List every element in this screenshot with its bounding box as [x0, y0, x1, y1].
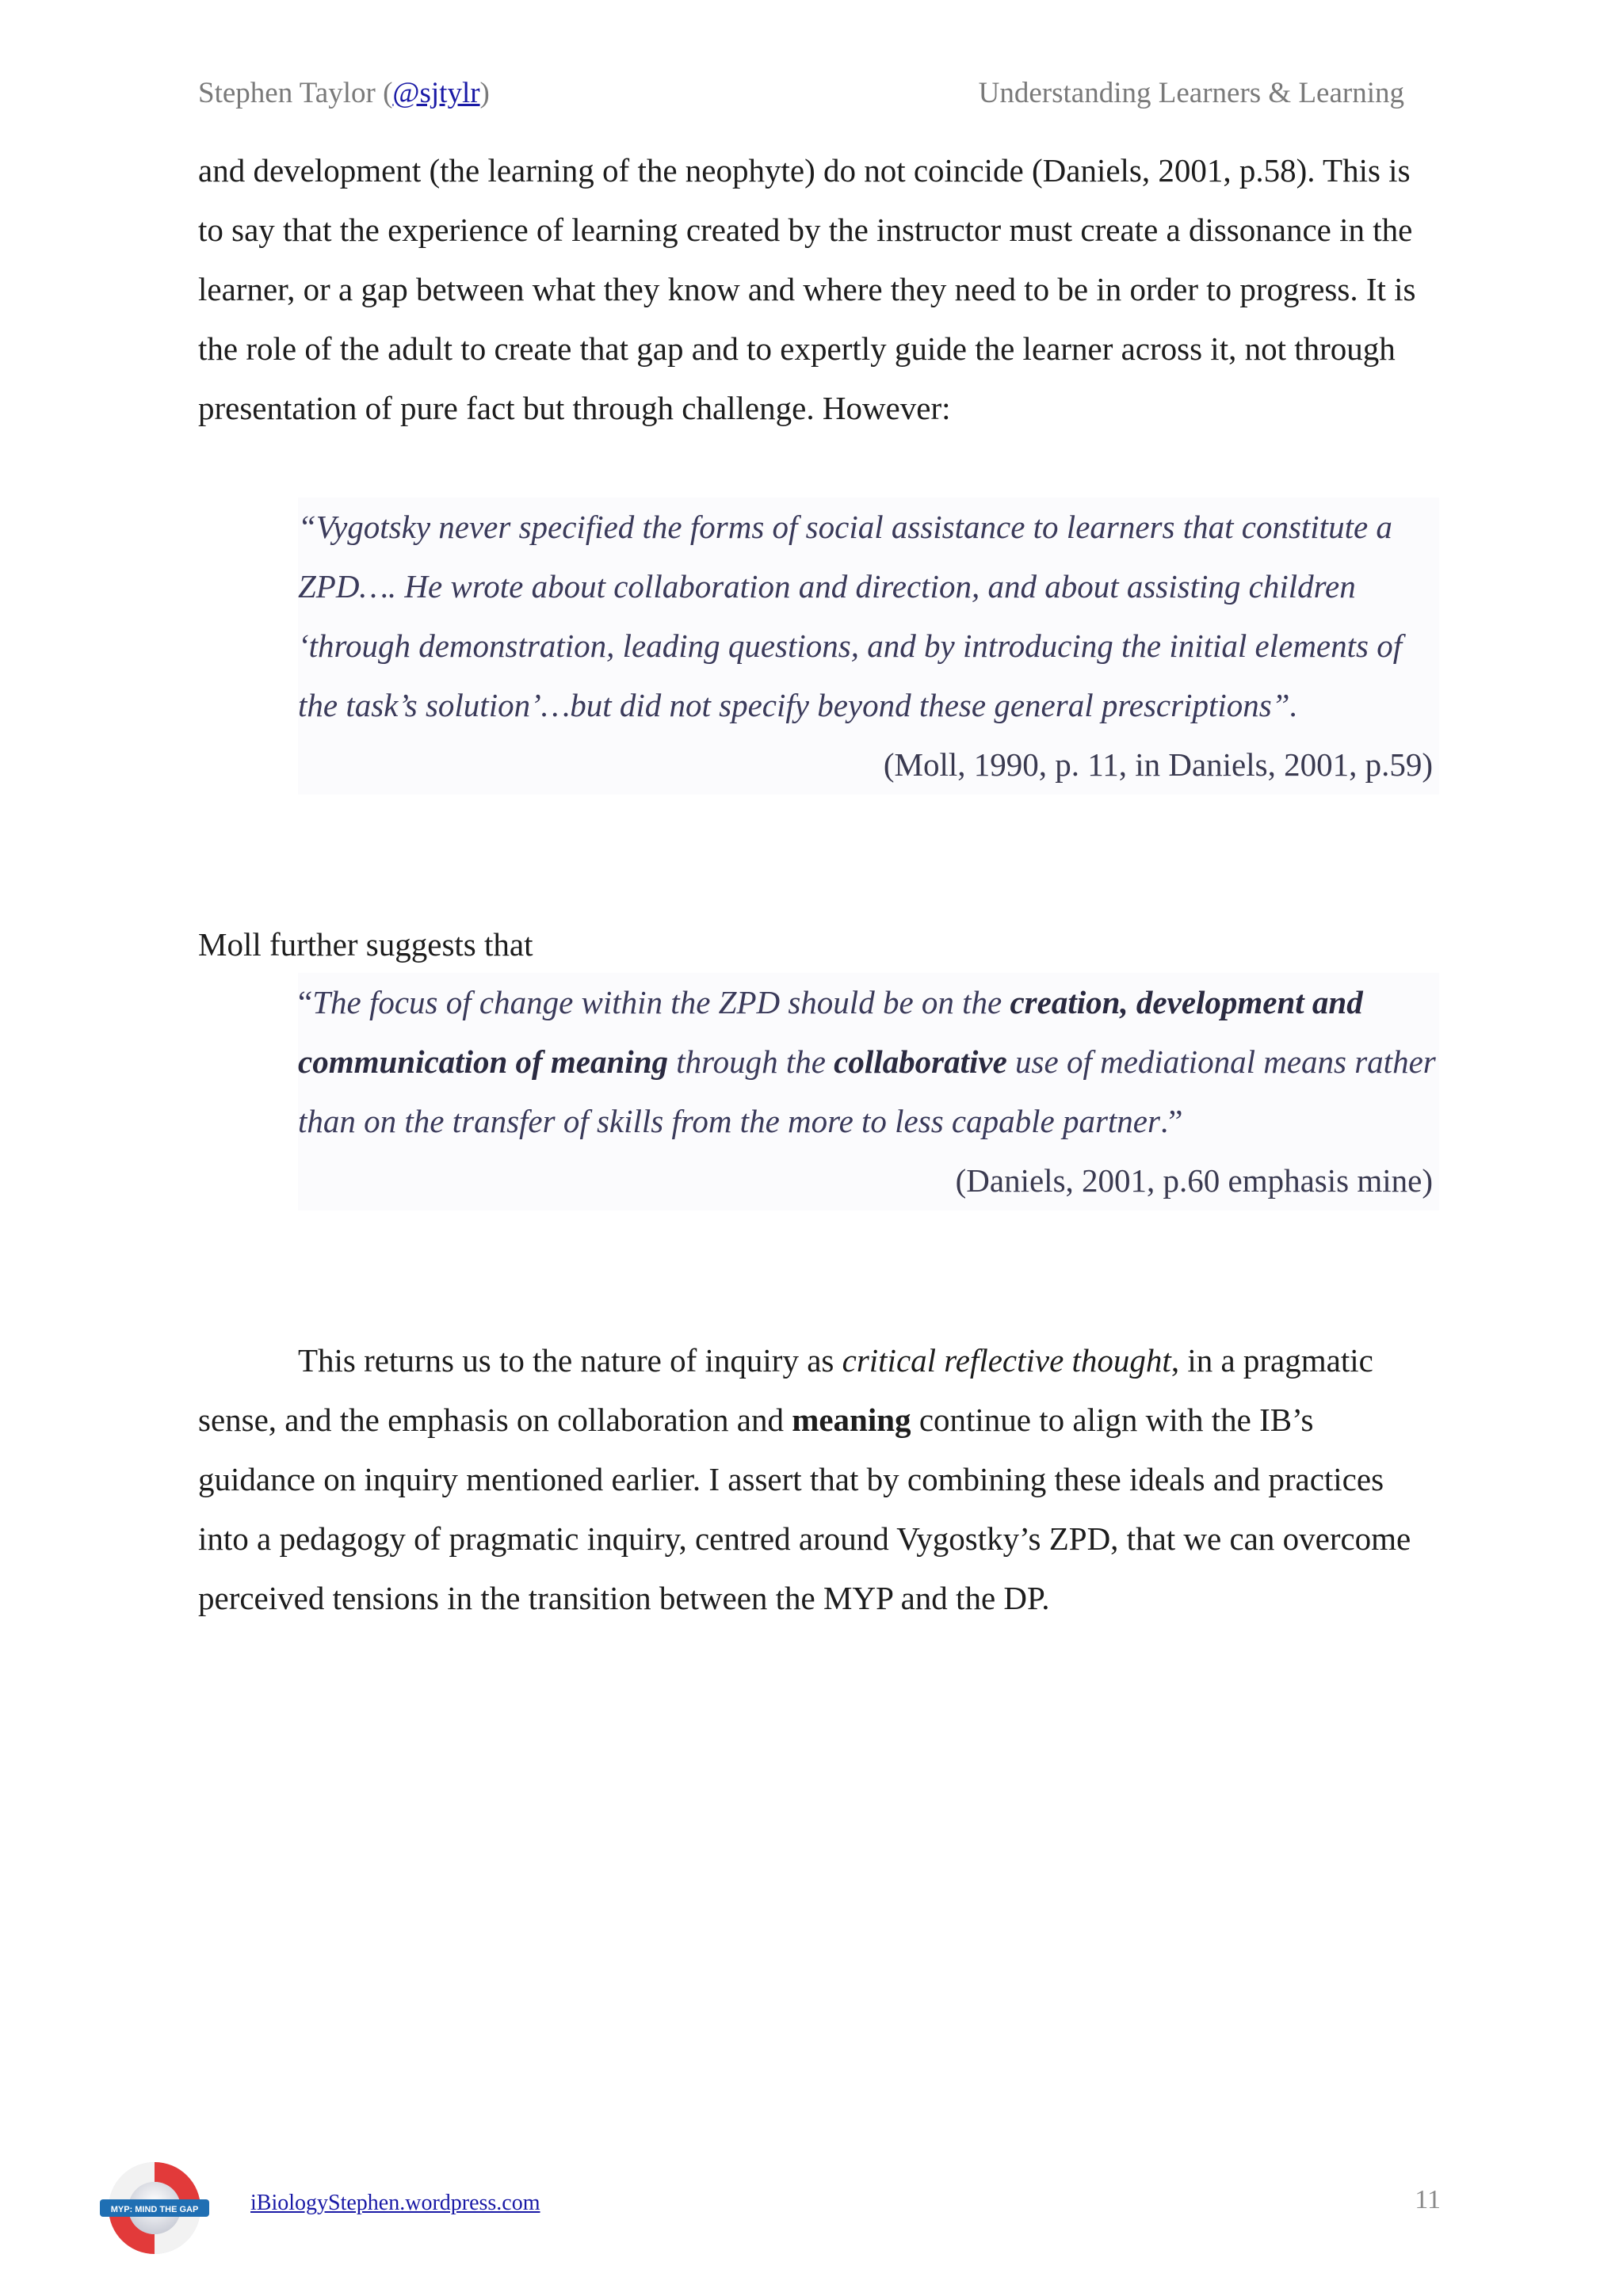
- paragraph-3: [198, 1331, 1419, 1628]
- twitter-handle-link[interactable]: @sjtylr: [392, 77, 480, 109]
- blog-link[interactable]: iBiologyStephen.wordpress.com: [250, 2191, 540, 2215]
- author-prefix: Stephen Taylor (: [198, 77, 393, 109]
- para-3-part1: This returns us to the nature of inquiry as: [298, 1342, 842, 1379]
- para-3-part2: , in a pragmatic sense, and the emphasis on collaboration and: [198, 1342, 1373, 1438]
- quote-1-citation: (Moll, 1990, p. 11, in Daniels, 2001, p.59): [883, 746, 1433, 783]
- quote-2-bold1: creation, development and communication of meaning: [298, 984, 1363, 1080]
- quote-2-part3: use of mediational means rather than on the transfer of skills from the more to less capable partner: [298, 1043, 1436, 1139]
- para-3-italic: critical reflective thought: [842, 1342, 1171, 1379]
- quote-2-close: .”: [1159, 1103, 1183, 1139]
- author-suffix: ): [479, 77, 490, 109]
- myp-mind-the-gap-logo-icon: [95, 2157, 214, 2260]
- quote-2-part2: through the: [668, 1043, 834, 1080]
- quote-2-part1: The focus of change within the ZPD should be on the: [312, 984, 1010, 1020]
- page-number: 11: [1415, 2185, 1441, 2214]
- author-line: [198, 76, 490, 110]
- blockquote-vygotsky: [298, 498, 1439, 795]
- page-header: [198, 76, 1404, 110]
- quote-2-citation: (Daniels, 2001, p.60 emphasis mine): [955, 1162, 1433, 1199]
- lifebuoy-icon: [95, 2157, 214, 2260]
- paragraph-1: and development (the learning of the neophyte) do not coincide (Daniels, 2001, p.58). This is to say that the experience of learning created by the instructor must create a dissonance in the learner, or a gap between what they know and where they need to be in order to progress. It is the role of the adult to create that gap and to expertly guide the learner across it, not through presentation of pure fact but through challenge. However:: [198, 152, 1416, 426]
- document-title: Understanding Learners & Learning: [978, 77, 1404, 109]
- para-3-part3: continue to align with the IB’s guidance on inquiry mentioned earlier. I assert that by combining these ideals and practices into a pedagogy of pragmatic inquiry, centred around Vygostky’s ZPD, that we can overcome perceived tensions in the transition between the MYP and the DP.: [198, 1402, 1411, 1616]
- logo-text: MYP: MIND THE GAP: [110, 2205, 199, 2214]
- moll-intro: Moll further suggests that: [198, 926, 533, 963]
- blockquote-moll: [298, 973, 1439, 1211]
- quote-2-open: “: [298, 984, 313, 1020]
- quote-2-text: [298, 973, 1439, 1151]
- para-3-bold: meaning: [792, 1402, 911, 1438]
- quote-1-text: “Vygotsky never specified the forms of social assistance to learners that constitute a ZPD…. He wrote about collaboration and direction, and about assisting children ‘through demonstration, leading questions, and by introducing the initial elements of the task’s solution’…but did not specify beyond these general prescriptions”.: [298, 509, 1403, 723]
- quote-2-bold2: collaborative: [834, 1043, 1007, 1080]
